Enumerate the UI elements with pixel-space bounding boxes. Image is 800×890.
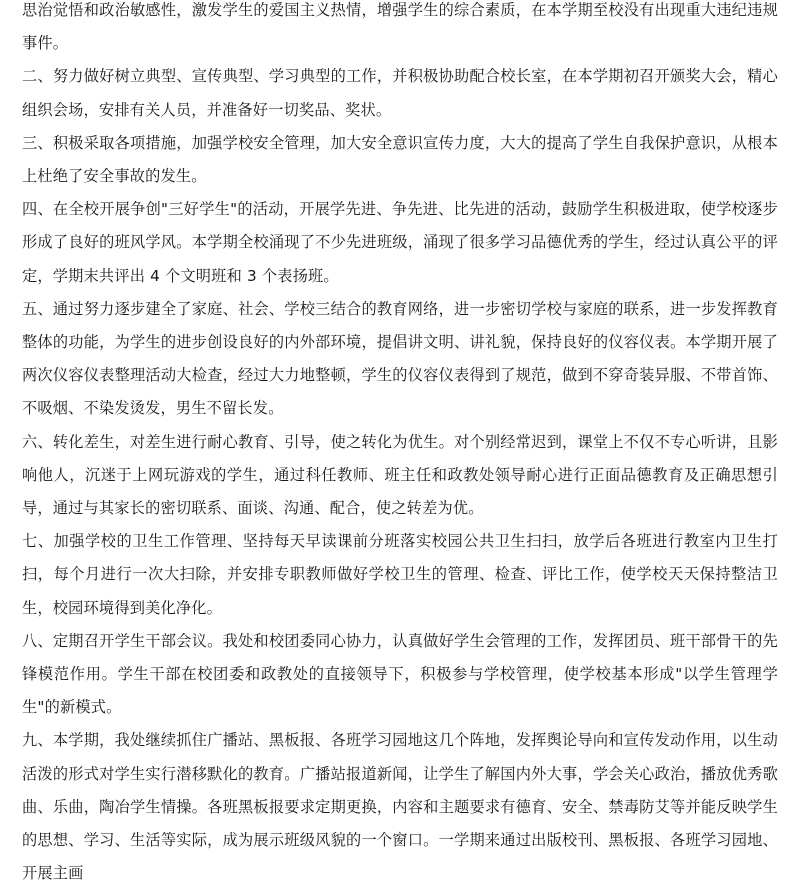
paragraph-5: 六、转化差生，对差生进行耐心教育、引导，使之转化为优生。对个别经常迟到，课堂上不仅不专心听讲，且影响他人，沉迷于上网玩游戏的学生，通过科任教师、班主任和政教处领导耐心进行正面品德教育及正确思想引导，通过与其家长的密切联系、面谈、沟通、配合，使之转差为优。 bbox=[22, 432, 778, 518]
paragraph-7: 八、定期召开学生干部会议。我处和校团委同心协力，认真做好学生会管理的工作，发挥团员、班干部骨干的先锋模范作用。学生干部在校团委和政教处的直接领导下，积极参与学校管理，使学校基本形成"以学生管理学生"的新模式。 bbox=[22, 631, 778, 717]
paragraph-4: 五、通过努力逐步建全了家庭、社会、学校三结合的教育网络，进一步密切学校与家庭的联系，进一步发挥教育整体的功能，为学生的进步创设良好的内外部环境，提倡讲文明、讲礼貌，保持良好的仪容仪表。本学期开展了两次仪容仪表整理活动大检查，经过大力地整顿，学生的仪容仪表得到了规范，做到不穿奇装异服、不带首饰、不吸烟、不染发烫发，男生不留长发。 bbox=[22, 299, 778, 418]
paragraph-8: 九、本学期，我处继续抓住广播站、黑板报、各班学习园地这几个阵地，发挥舆论导向和宣传发动作用，以生动活泼的形式对学生实行潜移默化的教育。广播站报道新闻，让学生了解国内外大事，学会关心政治，播放优秀歌曲、乐曲，陶冶学生情操。各班黑板报要求定期更换，内容和主题要求有德育、安全、禁毒防艾等并能反映学生的思想、学习、生活等实际，成为展示班级风貌的一个窗口。一学期来通过出版校刊、黑板报、各班学习园地、开展主画 bbox=[22, 731, 778, 883]
paragraph-6: 七、加强学校的卫生工作管理、坚持每天早读课前分班落实校园公共卫生扫扫，放学后各班进行教室内卫生打扫，每个月进行一次大扫除，并安排专职教师做好学校卫生的管理、检查、评比工作，使学校天天保持整洁卫生，校园环境得到美化净化。 bbox=[22, 532, 778, 617]
paragraph-1: 二、努力做好树立典型、宣传典型、学习典型的工作，并积极协助配合校长室，在本学期初召开颁奖大会，精心组织会场，安排有关人员，并准备好一切奖品、奖状。 bbox=[22, 67, 778, 119]
paragraph-3: 四、在全校开展争创"三好学生"的活动，开展学先进、争先进、比先进的活动，鼓励学生积极进取，使学校逐步形成了良好的班风学风。本学期全校涌现了不少先进班级，涌现了很多学习品德优秀的学生，经过认真公平的评定，学期末共评出 4 个文明班和 3 个表扬班。 bbox=[22, 200, 778, 285]
paragraph-0: 思治觉悟和政治敏感性，激发学生的爱国主义热情，增强学生的综合素质，在本学期至校没有出现重大违纪违规事件。 bbox=[22, 1, 778, 53]
paragraph-2: 三、积极采取各项措施，加强学校安全管理，加大安全意识宣传力度，大大的提高了学生自我保护意识，从根本上杜绝了安全事故的发生。 bbox=[22, 133, 778, 186]
